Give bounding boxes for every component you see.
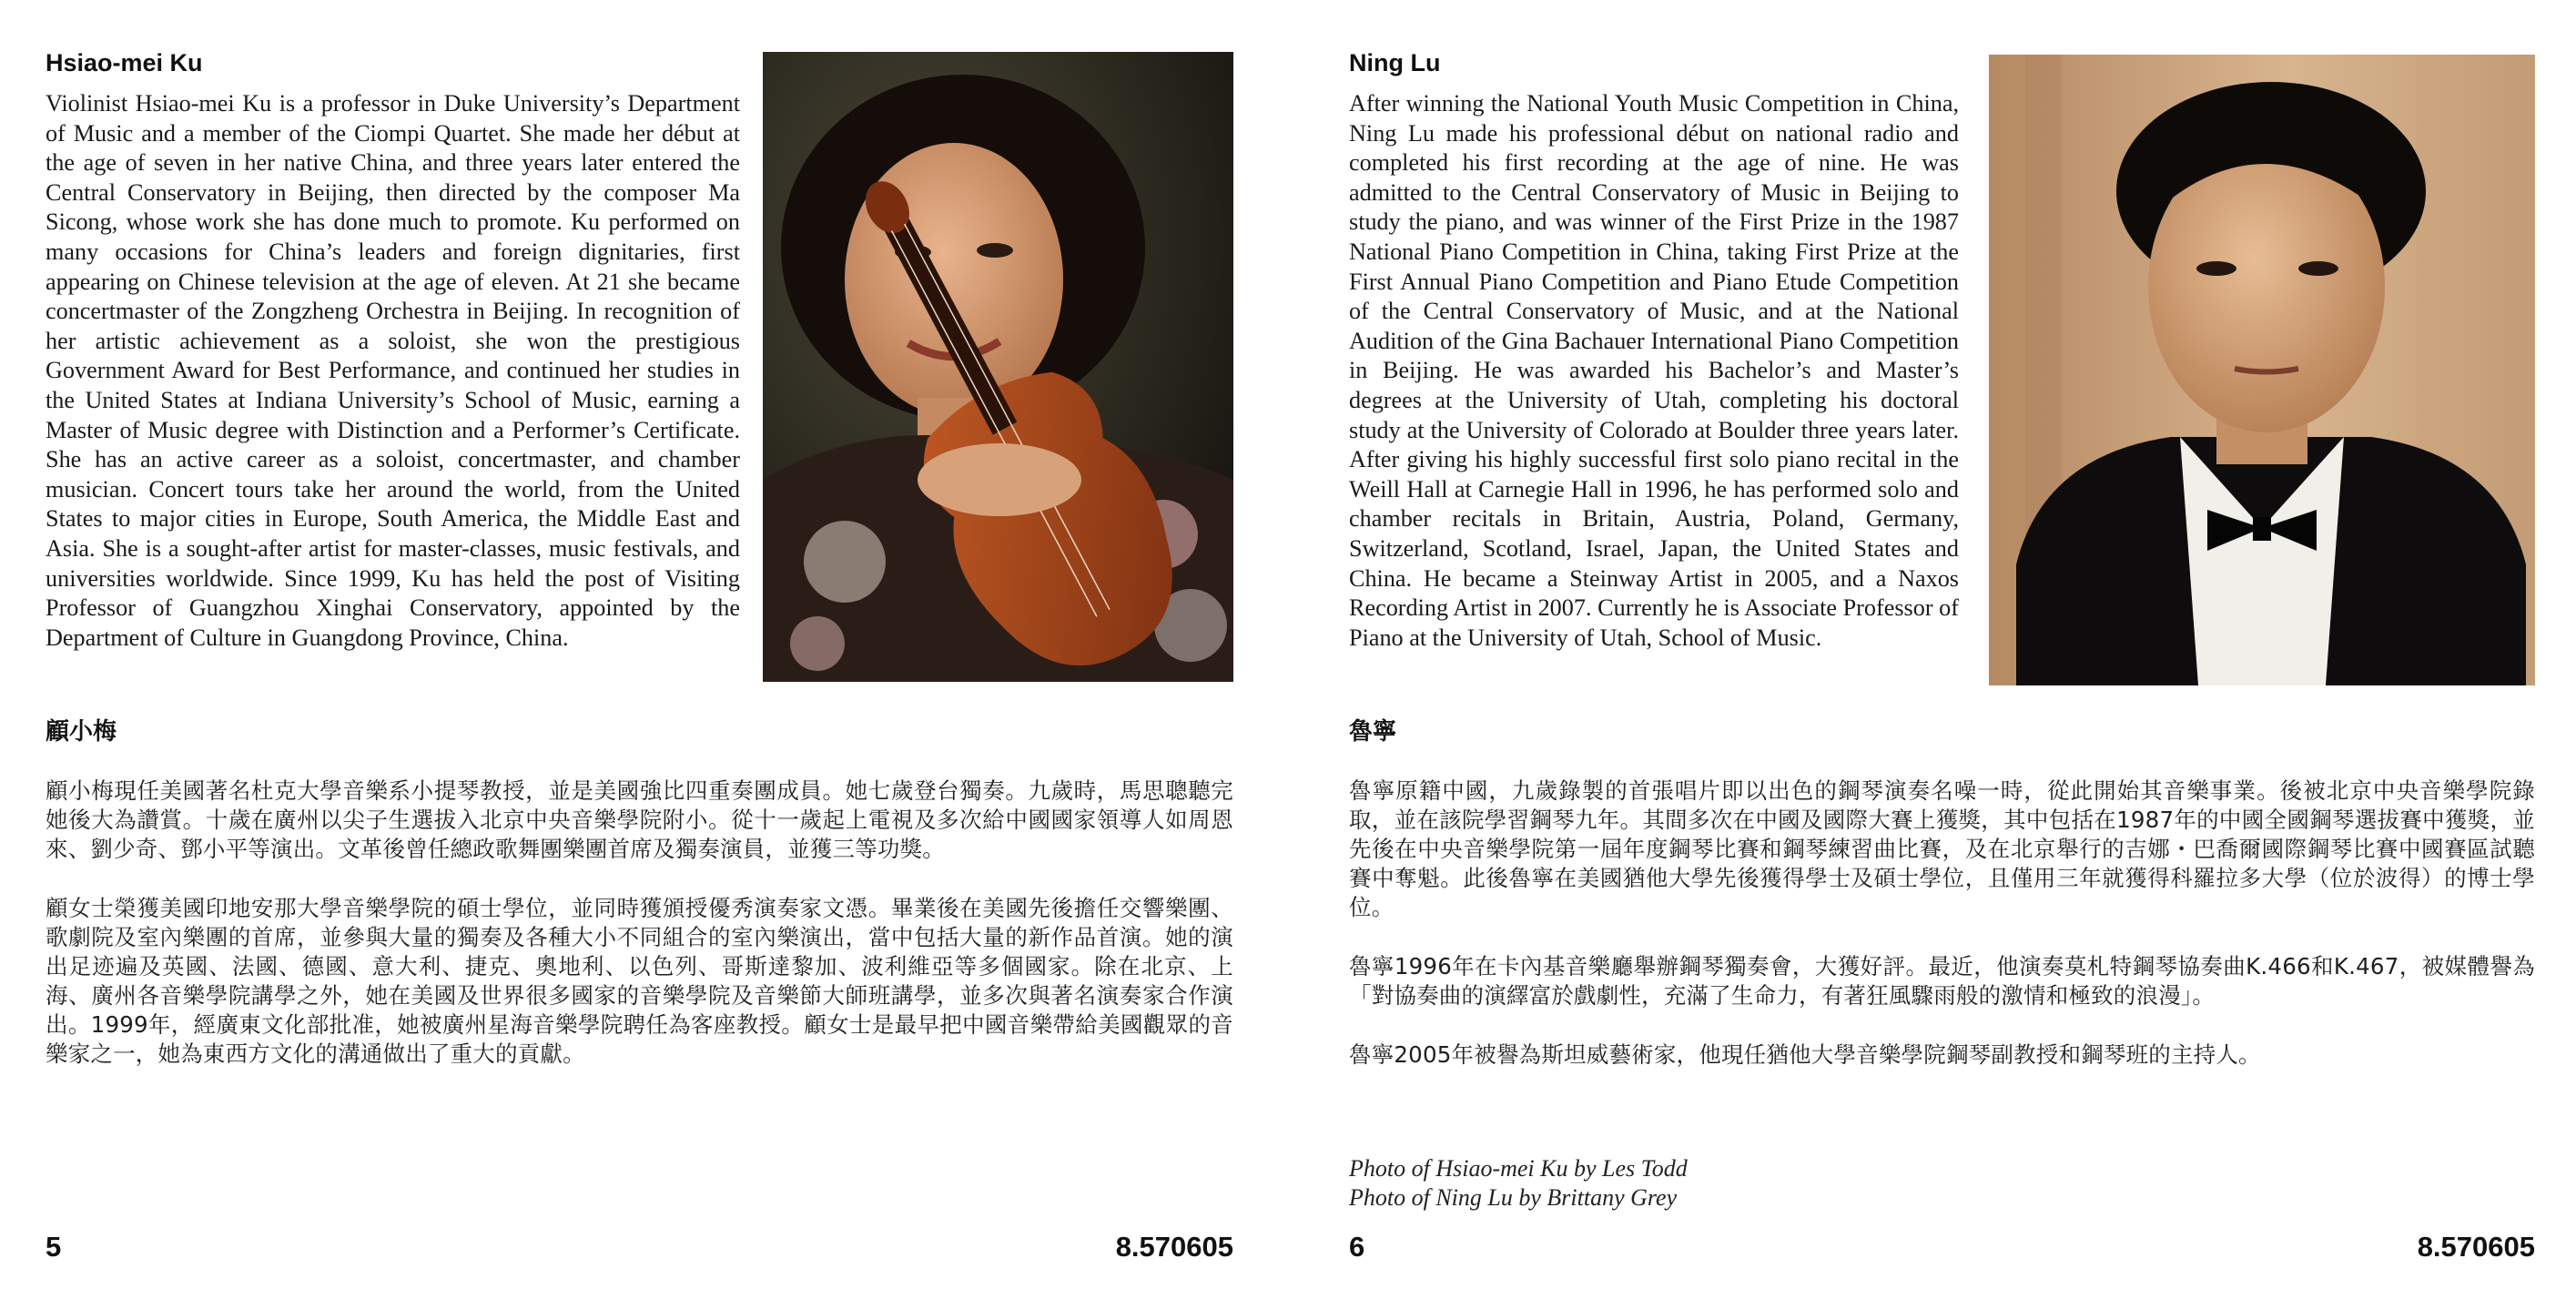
cn-paragraph: 魯寧原籍中國，九歲錄製的首張唱片即以出色的鋼琴演奏名噪一時，從此開始其音樂事業。後被北京中央音樂學院錄取，並在該院學習鋼琴九年。其間多次在中國及國際大賽上獲獎，其中包括在1987年的中國全國鋼琴選拔賽中獲獎，並先後在中央音樂學院第一屆年度鋼琴比賽和鋼琴練習曲比賽，及在北京舉行的吉娜・巴喬爾國際鋼琴比賽中國賽區試聽賽中奪魁。此後魯寧在美國猶他大學先後獲得學士及碩士學位，且僅用三年就獲得科羅拉多大學（位於波得）的博士學位。 [1349,777,2535,920]
photo-credits [1349,1154,1688,1213]
photo-hsiao-mei-ku [763,52,1233,682]
page-number: 6 [1349,1231,1365,1263]
photo-ning-lu [1989,55,2535,685]
cn-paragraph: 顧女士榮獲美國印地安那大學音樂學院的碩士學位，並同時獲頒授優秀演奏家文憑。畢業後在美國先後擔任交響樂團、歌劇院及室內樂團的首席，並參與大量的獨奏及各種大小不同組合的室內樂演出，當中包括大量的新作品首演。她的演出足迹遍及英國、法國、德國、意大利、捷克、奧地利、以色列、哥斯達黎加、波利維亞等多個國家。除在北京、上海、廣州各音樂學院講學之外，她在美國及世界很多國家的音樂學院及音樂節大師班講學，並多次與著名演奏家合作演出。1999年，經廣東文化部批准，她被廣州星海音樂學院聘任為客座教授。顧女士是最早把中國音樂帶給美國觀眾的音樂家之一，她為東西方文化的溝通做出了重大的貢獻。 [46,895,1233,1067]
right-page [1288,0,2576,1289]
cn-bio-ku [46,776,1233,1099]
photo-credit-ku: Photo of Hsiao-mei Ku by Les Todd [1349,1155,1688,1182]
photo-credit-lu: Photo of Ning Lu by Brittany Grey [1349,1184,1678,1211]
violinist-portrait-image [763,52,1233,682]
cn-heading-ku: 顧小梅 [46,718,117,746]
bio-heading-ku: Hsiao-mei Ku [46,49,203,76]
cn-bio-lu [1349,776,2535,1100]
cn-paragraph: 顧小梅現任美國著名杜克大學音樂系小提琴教授，並是美國強比四重奏團成員。她七歲登台獨奏。九歲時，馬思聰聽完她後大為讚賞。十歲在廣州以尖子生選拔入北京中央音樂學院附小。從十一歲起上電視及多次給中國國家領導人如周恩來、劉少奇、鄧小平等演出。文革後曾任總政歌舞團樂團首席及獨奏演員，並獲三等功獎。 [46,777,1233,862]
bio-heading-lu: Ning Lu [1349,49,1441,76]
bio-text-lu: After winning the National Youth Music Competition in China, Ning Lu made his professional début on national radio and completed his first recording at the age of nine. He was admitted to the Central Conservatory of Music in Beijing to study the piano, and was winner of the First Prize in the 1987 National Piano Competition in China, taking First Prize at the First Annual Piano Competition and Piano Etude Competition of the Central Conservatory of Music, and at the National Audition of the Gina Bachauer International Piano Competition in Beijing. He was awarded his Bachelor’s and Master’s degrees at the University of Utah, completing his doctoral study at the University of Colorado at Boulder three years later. After giving his highly successful first solo piano recital in the Weill Hall at Carnegie Hall in 1996, he has performed solo and chamber recitals in Britain, Austria, Poland, Germany, Switzerland, Scotland, Israel, Japan, the United States and China. He became a Steinway Artist in 2005, and a Naxos Recording Artist in 2007. Currently he is Associate Professor of Piano at the University of Utah, School of Music. [1349,90,1959,651]
page-number: 5 [46,1231,62,1263]
pianist-portrait-image [1989,55,2535,685]
cn-heading-lu: 魯寧 [1349,718,1397,746]
cn-paragraph: 魯寧1996年在卡內基音樂廳舉辦鋼琴獨奏會，大獲好評。最近，他演奏莫札特鋼琴協奏曲K.466和K.467，被媒體譽為「對協奏曲的演繹富於戲劇性，充滿了生命力，有著狂風驟雨般的激情和極致的浪漫」。 [1349,953,2535,1009]
catalog-number: 8.570605 [1115,1231,1233,1263]
catalog-number: 8.570605 [2417,1231,2535,1263]
bio-text-ku: Violinist Hsiao-mei Ku is a professor in Duke University’s Department of Music and a member of the Ciompi Quartet. She made her début at the age of seven in her native China, and three years later entered the Central Conservatory in Beijing, then directed by the composer Ma Sicong, whose work she has done much to promote. Ku performed on many occasions for China’s leaders and foreign dignitaries, first appearing on Chinese television at the age of eleven. At 21 she became concertmaster of the Zongzheng Orchestra in Beijing. In recognition of her artistic achievement as a soloist, she won the prestigious Government Award for Best Performance, and continued her studies in the United States at Indiana University’s School of Music, earning a Master of Music degree with Distinction and a Performer’s Certificate. She has an active career as a soloist, concertmaster, and chamber musician. Concert tours take her around the world, from the United States to major cities in Europe, South America, the Middle East and Asia. She is a sought-after artist for master-classes, music festivals, and universities worldwide. Since 1999, Ku has held the post of Visiting Professor of Guangzhou Xinghai Conservatory, appointed by the Department of Culture in Guangdong Province, China. [46,90,740,651]
cn-paragraph: 魯寧2005年被譽為斯坦威藝術家，他現任猶他大學音樂學院鋼琴副教授和鋼琴班的主持人。 [1349,1041,2261,1068]
